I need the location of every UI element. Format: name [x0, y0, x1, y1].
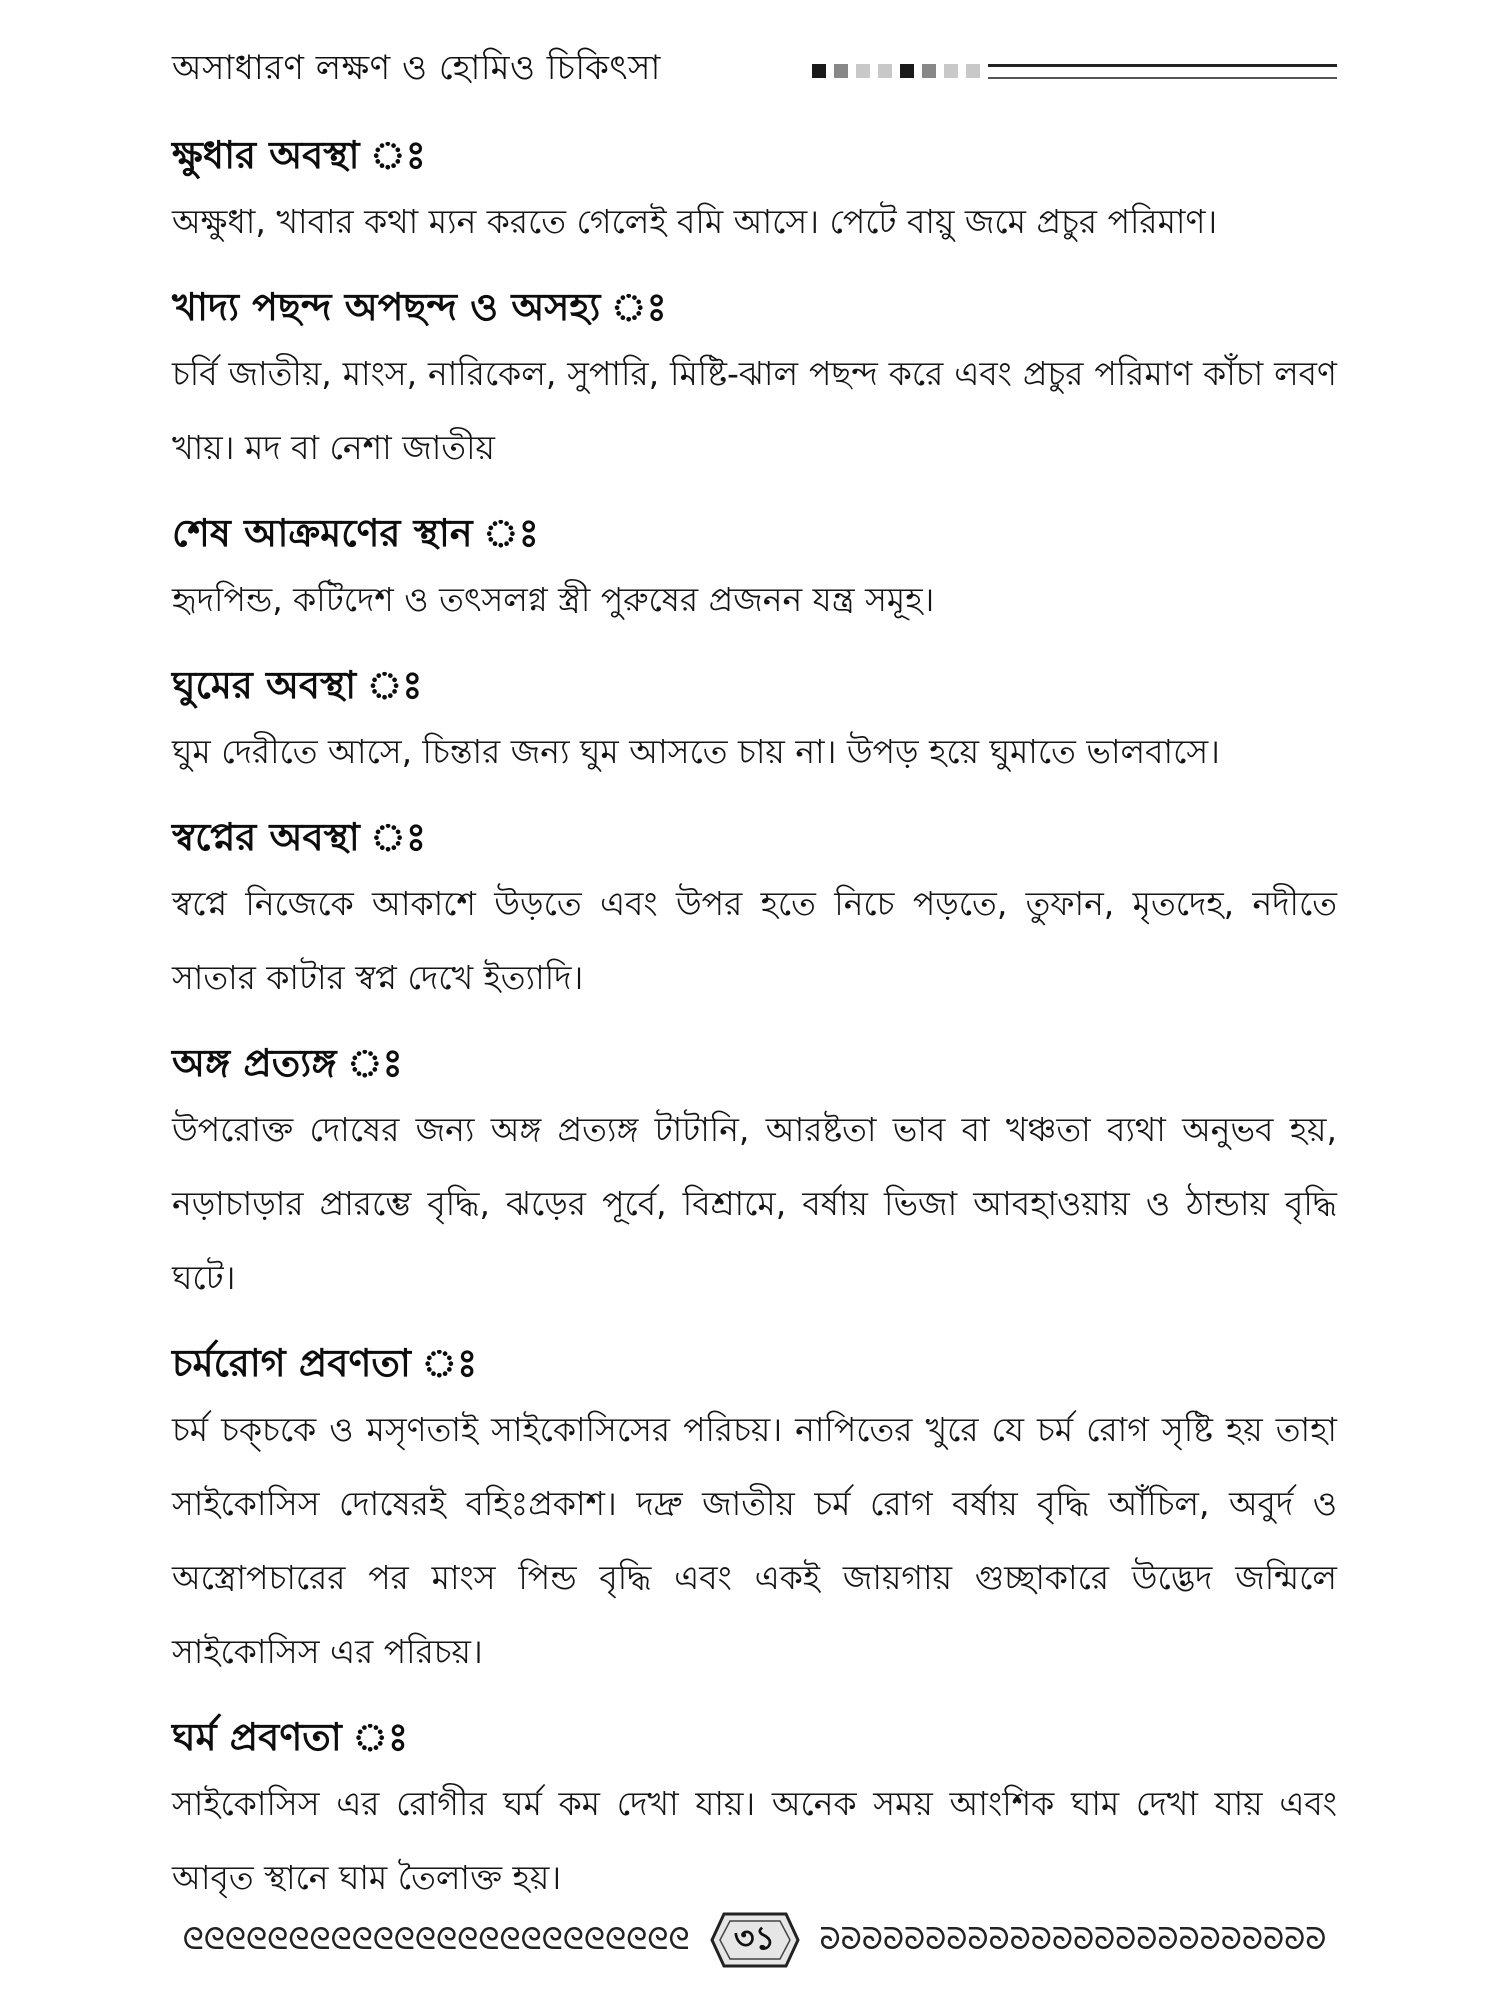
section-text: স্বপ্নে নিজেকে আকাশে উড়তে এবং উপর হতে নিচে পড়তে, তুফান, মৃতদেহ, নদীতে সাতার কাটার স্বপ্ন দেখে ইত্যাদি। [172, 884, 1337, 997]
section-text: ঘুম দেরীতে আসে, চিন্তার জন্য ঘুম আসতে চায় না। উপড় হয়ে ঘুমাতে ভালবাসে। [172, 732, 1220, 771]
page-number: ৩১ [733, 1919, 776, 1957]
section-final-attack-site [172, 503, 1337, 637]
section-heading: অঙ্গ প্রত্যঙ্গ ঃ [172, 1041, 403, 1085]
header-ornament [812, 58, 1337, 84]
ornament-square [966, 64, 980, 78]
ornament-square [856, 64, 870, 78]
ornament-square [900, 64, 914, 78]
ornament-square [812, 64, 826, 78]
header-title: অসাধারণ লক্ষণ ও হোমিও চিকিৎসা [172, 47, 661, 88]
section-sweat [172, 1707, 1337, 1915]
section-heading: শেষ আক্রমণের স্থান ঃ [172, 511, 539, 555]
section-text: হৃদপিন্ড, কটিদেশ ও তৎসলগ্ন স্ত্রী পুরুষের প্রজনন যন্ত্র সমূহ। [172, 580, 935, 619]
section-text: চর্ম চক্চকে ও মসৃণতাই সাইকোসিসের পরিচয়। নাপিতের খুরে যে চর্ম রোগ সৃষ্টি হয় তাহা সাইকোসিস দোষেরই বহিঃপ্রকাশ। দদ্রু জাতীয় চর্ম রোগ বর্ষায় বৃদ্ধি আঁচিল, অবুর্দ ও অস্ত্রোপচারের পর মাংস পিন্ড বৃদ্ধি এবং একই জায়গায় গুচ্ছাকারে উদ্ভেদ জন্মিলে সাইকোসিস এর পরিচয়। [172, 1410, 1337, 1671]
section-sleep [172, 655, 1337, 789]
section-heading: ঘর্ম প্রবণতা ঃ [172, 1715, 409, 1759]
section-limbs [172, 1033, 1337, 1315]
section-heading: খাদ্য পছন্দ অপছন্দ ও অসহ্য ঃ [172, 285, 667, 329]
footer-ornament-right: ᘐᘐᘐᘐᘐᘐᘐᘐᘐᘐᘐᘐᘐᘐᘐᘐᘐᘐᘐᘐᘐᘐᘐᘐ [819, 1925, 1327, 1955]
section-heading: চর্মরোগ প্রবণতা ঃ [172, 1341, 478, 1385]
section-food-preference [172, 277, 1337, 485]
ornament-square [944, 64, 958, 78]
section-heading: ঘুমের অবস্থা ঃ [172, 663, 423, 707]
section-heading: ক্ষুধার অবস্থা ঃ [172, 133, 426, 177]
section-dreams [172, 807, 1337, 1015]
running-header [172, 40, 1337, 100]
page-footer [172, 1900, 1337, 1980]
section-heading: স্বপ্নের অবস্থা ঃ [172, 815, 427, 859]
footer-ornament-left: ᘓᘓᘓᘓᘓᘓᘓᘓᘓᘓᘓᘓᘓᘓᘓᘓᘓᘓᘓᘓᘓᘓᘓᘓ [182, 1925, 690, 1955]
header-rule [988, 64, 1337, 79]
ornament-square [878, 64, 892, 78]
page-number-badge [700, 1904, 810, 1976]
section-text: উপরোক্ত দোষের জন্য অঙ্গ প্রত্যঙ্গ টাটানি, আরষ্টতা ভাব বা খঞ্চতা ব্যথা অনুভব হয়, নড়াচাড়ার প্রারম্ভে বৃদ্ধি, ঝড়ের পূর্বে, বিশ্রামে, বর্ষায় ভিজা আবহাওয়ায় ও ঠান্ডায় বৃদ্ধি ঘটে। [172, 1110, 1337, 1297]
section-text: সাইকোসিস এর রোগীর ঘর্ম কম দেখা যায়। অনেক সময় আংশিক ঘাম দেখা যায় এবং আবৃত স্থানে ঘাম তৈলাক্ত হয়। [172, 1784, 1337, 1897]
section-text: চর্বি জাতীয়, মাংস, নারিকেল, সুপারি, মিষ্টি-ঝাল পছন্দ করে এবং প্রচুর পরিমাণ কাঁচা লবণ খায়। মদ বা নেশা জাতীয় [172, 354, 1337, 467]
book-page [172, 30, 1337, 1980]
section-hunger [172, 125, 1337, 259]
ornament-square [922, 64, 936, 78]
ornament-square [834, 64, 848, 78]
page-content [172, 125, 1337, 1933]
section-skin-disease [172, 1333, 1337, 1689]
section-text: অক্ষুধা, খাবার কথা ম্যন করতে গেলেই বমি আসে। পেটে বায়ু জমে প্রচুর পরিমাণ। [172, 202, 1218, 241]
